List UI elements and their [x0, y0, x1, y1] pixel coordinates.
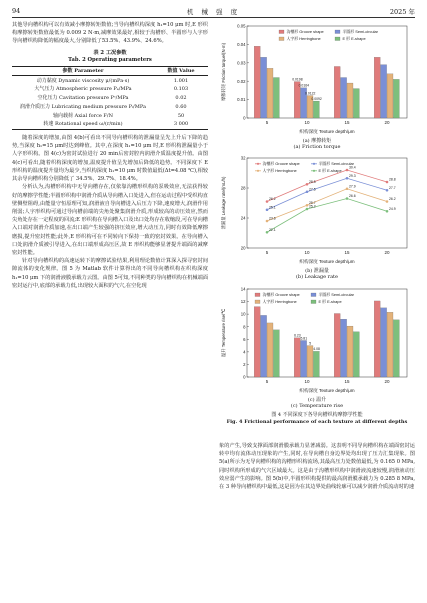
bar	[393, 320, 399, 377]
bar	[301, 340, 307, 377]
y-tick-label: 0	[243, 374, 246, 380]
bar	[261, 315, 267, 377]
table-row: 动力黏度 Dynamic viscosity μ/(mPa·s) 1.001	[36, 77, 189, 84]
table-row: 转速 Rotational speed ω/(r/min) 3 000	[12, 120, 208, 129]
data-label: 0.0122	[305, 91, 316, 96]
data-point	[266, 231, 269, 234]
data-point	[386, 210, 389, 213]
bar	[334, 314, 340, 377]
depth-analysis-paragraph: 随着深度的增加,由图 4(b)可看出不同导向槽织构的泄漏量呈先上升后下降的趋势,当深度 h₁=15 μm时达到峰值。其中,在深度 h₁=10 μm 时,E 形织构泄漏量小于人字形织构。图 4(c)为密封试验进行 20 min后密封腔内润滑介质温度提升值。由图 4(c)可看出,随着织构深度的增加,温度提升值呈先增加后降低的趋势。不同深度下 E 形织构的温度提升量均为最少,当织构深度 h₁=10 μm 时数值最低(Δt=4.08 ℃),相较其余导向槽织构分别降低了 34.5%、29.7%、18.4%。	[12, 135, 209, 183]
running-header	[12, 5, 415, 18]
temperature-rise-chart	[219, 283, 415, 397]
data-point	[346, 187, 349, 190]
subfigure-b-caption: (b) 泄漏量 (b) Leakage rate	[295, 268, 339, 280]
data-point	[346, 177, 349, 180]
legend-label: 半圆形 Semi-circular	[318, 161, 354, 166]
y-axis-label: 泄漏量 Leakage rate/(mL/h)	[221, 176, 226, 230]
legend-marker	[257, 170, 259, 172]
legend-marker	[257, 163, 259, 165]
x-tick-label: 5	[265, 120, 269, 125]
subfigure-c-caption: (c) 温升 (c) Temperature rise	[290, 397, 344, 409]
bar	[374, 57, 380, 118]
data-label: 30.4	[349, 165, 356, 170]
bar	[254, 46, 260, 118]
y-tick-label: 6	[243, 336, 246, 342]
x-tick-label: 15	[344, 379, 350, 384]
data-label: 23.6	[269, 216, 276, 221]
data-label: 25.7	[309, 200, 316, 205]
y-tick-label: 0.05	[237, 23, 246, 29]
legend-label: 人字形 Herringbone	[262, 299, 297, 304]
y-tick-label: 8	[243, 324, 246, 330]
data-label: 25.2	[309, 204, 316, 209]
legend-swatch	[311, 293, 316, 297]
data-point	[266, 200, 269, 203]
legend-label: 半圆形 Semi-circular	[342, 29, 378, 34]
data-point	[306, 208, 309, 211]
y-tick-label: 14	[240, 286, 246, 292]
legend-swatch	[255, 293, 260, 297]
journal-name: 机 械 强 度	[186, 8, 241, 16]
data-label: 28.5	[309, 179, 316, 184]
y-axis-label: 摩擦转矩 Friction torque/(N·m)	[221, 42, 226, 102]
table-title: 表 2 工况参数 Tab. 2 Operating parameters	[68, 49, 152, 63]
bar	[374, 301, 380, 377]
x-tick-label: 10	[304, 379, 310, 384]
table-header: 参数 Parameter	[62, 67, 104, 74]
data-label: 29.3	[349, 173, 356, 178]
y-tick-label: 0.01	[237, 97, 246, 103]
legend-swatch	[335, 37, 340, 41]
data-label: 28.8	[389, 177, 396, 182]
bar	[387, 74, 393, 118]
mechanism-paragraph: 分析认为,沟槽形织构中无导向槽存在,仅依靠沟槽形织构的泵吸效应,无法获得较好的摩擦学性能;半圆形织构中润滑介质从导向槽入口处进入,但在运动过程中受织构直壁侧壁阻碍,由能量守恒原理可知,润滑液自导向槽进入后压力下降,速度增大,润滑作用削弱;人字形织构可通过导向槽前端的尖角处聚集润滑介质,形成较高的动压效应,然而尖角处存在一定程度的回流;E 形织构在导向槽入口及出口处均存在收缩段,可在导向槽入口端对润滑介质加速,在出口端产生较强的挤压效应,增大动压力,同时有效降低摩擦磨损,提升密封性能;此外,E 形织构可在不同转向下保持一致的密封效果。在导向槽入口处润滑介质被引导进入,在出口端形成高压区,故 E 形织构能够显著提升端面的减摩密封性能。	[12, 184, 208, 256]
legend-swatch	[279, 37, 284, 41]
bar	[273, 330, 279, 377]
y-tick-label: 4	[243, 349, 246, 355]
legend-label: 人字形 Herringbone	[262, 168, 297, 173]
data-point	[346, 197, 349, 200]
legend-label: 半圆形 Semi-circular	[318, 292, 354, 297]
table-row: 轴向载荷 Axial force F/N 50	[53, 112, 185, 119]
data-point	[346, 169, 349, 172]
y-tick-label: 0.04	[237, 42, 246, 47]
legend-marker	[313, 170, 315, 172]
table-row: 空化压力 Cavitation pressure Pᶜ/MPa 0.02	[37, 95, 187, 102]
right-column-text	[219, 442, 415, 491]
bar	[267, 323, 273, 377]
y-axis-label: 温升 Temperature rise/℃	[221, 308, 226, 358]
subfigure-a-caption: (a) 摩擦转矩 (a) Friction torque	[293, 138, 341, 150]
figure-caption: 图 4 不同深度下各导向槽织构摩擦学性能 Fig. 4 Frictional performance of each texture at different depths	[226, 412, 408, 425]
y-tick-label: 10	[240, 311, 246, 317]
x-axis-label: 织构深度 Texture depth/μm	[299, 259, 355, 264]
y-tick-label: 0.03	[237, 60, 246, 66]
data-label: 27.5	[309, 187, 316, 192]
data-label: 26.6	[349, 194, 356, 199]
bar	[393, 79, 399, 118]
figure-4c	[219, 283, 415, 409]
operating-parameters-table	[12, 66, 208, 130]
y-tick-label: 0	[243, 115, 246, 121]
bar	[313, 351, 319, 377]
bar	[334, 66, 340, 118]
data-label: 24.9	[389, 206, 396, 211]
y-tick-label: 0.02	[237, 78, 246, 84]
data-label: 0.0164	[298, 83, 309, 88]
bar	[347, 83, 353, 118]
bar	[254, 307, 260, 377]
x-tick-label: 10	[304, 250, 310, 255]
y-tick-label: 20	[240, 245, 246, 251]
x-tick-label: 20	[384, 250, 390, 255]
y-tick-label: 24	[240, 215, 246, 221]
legend-label: 人字形 Herringbone	[286, 36, 321, 41]
bar	[294, 338, 300, 377]
data-point	[306, 204, 309, 207]
data-point	[386, 181, 389, 184]
bar	[353, 89, 359, 118]
simulation-paragraph: 针对导向槽织构的高速运转下的摩擦试验结果,利用理论数值计算深入探寻密封间隙流体的变化规律。图 5 为 Matlab 软件计算得出的不同导向槽织构在织构深度 h₁=10 μm 下的润滑液膜承载力云图。由图 5可知,不同种类的导向槽织构在机械端面密封运行中,底部的承载力低,出现较大面积的气穴,在空化现	[12, 258, 209, 289]
legend-swatch	[279, 30, 284, 34]
legend-label: E 形 E-shape	[318, 299, 342, 304]
bar	[307, 346, 313, 377]
data-label: 6.23	[294, 333, 301, 338]
data-point	[386, 200, 389, 203]
data-label: 0.0092	[311, 96, 322, 101]
x-tick-label: 10	[304, 120, 310, 125]
data-label: 0.0198	[292, 77, 303, 82]
table-row: 大气压力 Atmospheric pressure Pₐ/MPa 0.103	[34, 86, 189, 93]
bar	[387, 312, 393, 377]
flow-field-paragraph: 象的产生,导致支撑面部润滑膜承载力显著减弱。这表明不同导向槽织构在端面密封运转中均有流体动压现象的产生,同时,在导向槽自身边界处均出现了压力汇集现象。图 5(a)所示为无导向槽织构的沟槽形织构流场,其最高压力处数值最低,为 0.165 0 MPa,同时织构所形成的气穴区域最大。这是由于沟槽形织构中润滑液流速较慢,润滑液动压效应弱产生的影响。图 5(b)中,半圆形织构提供的最高润滑膜承载力为 0.285 8 MPa,在 3 种导向槽织构中最低,这是因为在其边界处曲线轮廓可以减少润滑介质流动时的速	[219, 443, 415, 491]
legend-marker	[313, 163, 315, 165]
data-label: 26.2	[269, 197, 276, 202]
table-row: 润滑介质压力 Lubricating medium pressure Pᵢ/MPa 0.60	[20, 103, 187, 110]
legend-label: 沟槽形 Groove shape	[286, 29, 324, 34]
data-label: 25.1	[269, 205, 276, 210]
bar	[347, 326, 353, 377]
data-point	[306, 190, 309, 193]
data-label: 26.2	[389, 197, 396, 202]
x-tick-label: 5	[265, 250, 269, 255]
x-axis-label: 织构深度 Texture depth/μm	[299, 388, 355, 393]
legend-label: E 形 E-shape	[318, 168, 342, 173]
y-tick-label: 2	[243, 362, 246, 368]
page-number: 94	[12, 7, 21, 15]
legend-swatch	[255, 300, 260, 304]
figure-4b	[219, 152, 415, 280]
table-header: 数值 Value	[167, 67, 195, 74]
leakage-rate-chart	[219, 152, 415, 268]
figure-4a	[219, 20, 415, 150]
x-tick-label: 5	[265, 379, 269, 384]
x-tick-label: 20	[384, 379, 390, 384]
bar	[341, 319, 347, 377]
intro-paragraph: 其他导向槽织构可以有效减小摩擦转矩数值;当导向槽织构深度 h₁=10 μm 时,E 形织构摩擦转矩数值最低为 0.009 2 N·m,减摩效果最好,相较于沟槽形、半圆形与人字形导向槽织构降低的幅度最大,分别降低了53.5%、43.9%、24.6%。	[12, 22, 208, 45]
y-tick-label: 12	[240, 299, 246, 305]
data-point	[306, 183, 309, 186]
legend-swatch	[311, 300, 316, 304]
data-label: 27.9	[349, 184, 356, 189]
data-label: 27.7	[389, 185, 396, 190]
data-label: 22.1	[269, 227, 276, 232]
bar	[261, 57, 267, 118]
data-label: 5	[309, 341, 312, 346]
bar	[381, 65, 387, 118]
x-tick-label: 20	[384, 120, 390, 125]
legend-swatch	[335, 30, 340, 34]
year: 2025 年	[389, 8, 415, 16]
data-point	[266, 208, 269, 211]
legend-label: 沟槽形 Groove shape	[262, 161, 300, 166]
bar	[313, 101, 319, 118]
x-tick-label: 15	[344, 120, 350, 125]
y-tick-label: 32	[240, 155, 246, 161]
legend-label: 沟槽形 Groove shape	[262, 292, 300, 297]
x-tick-label: 15	[344, 250, 350, 255]
data-label: 4.08	[313, 347, 320, 352]
legend-label: E 形 E-shape	[342, 36, 366, 41]
bar	[341, 78, 347, 118]
y-tick-label: 28	[240, 185, 246, 191]
bar	[353, 332, 359, 377]
left-column	[12, 21, 208, 290]
data-point	[266, 220, 269, 223]
bar	[381, 308, 387, 377]
data-point	[386, 189, 389, 192]
data-label: 5.81	[300, 336, 308, 341]
bar	[267, 68, 273, 118]
x-axis-label: 织构深度 Texture depth/μm	[299, 129, 355, 134]
friction-torque-chart	[219, 20, 415, 138]
bar	[273, 78, 279, 118]
